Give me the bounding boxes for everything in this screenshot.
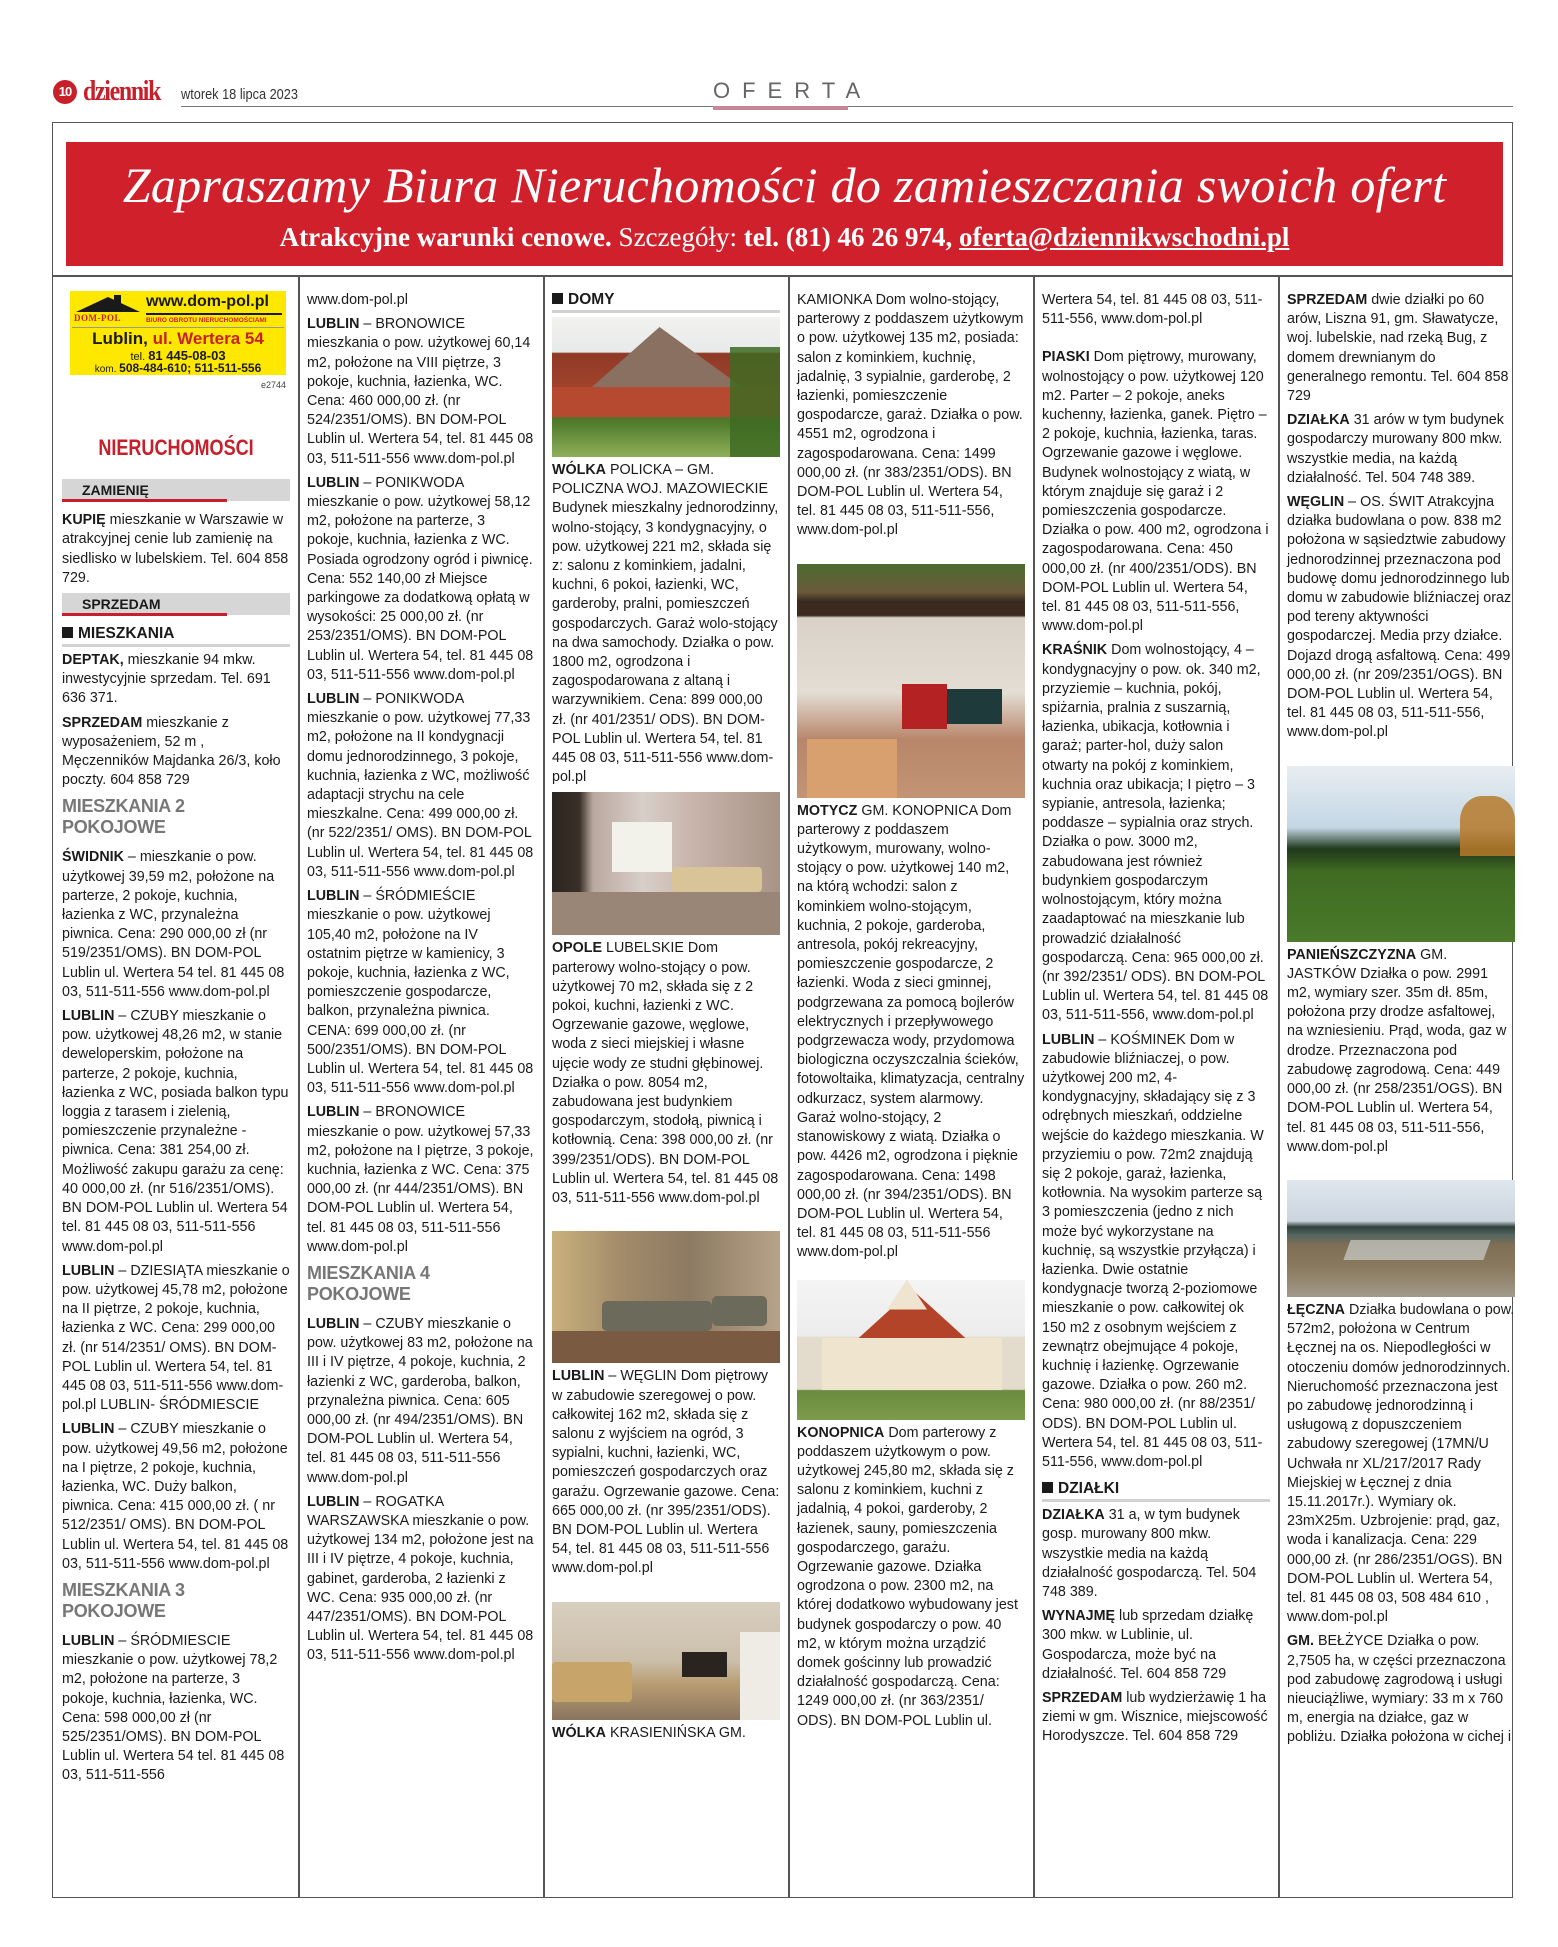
listing-lead: KUPIĘ	[62, 512, 106, 529]
listing	[307, 315, 535, 469]
listing-text: – CZUBY mieszkanie o pow. użytkowej 83 m2, położone na III i IV piętrze, 4 pokoje, kuchnia, 2 łazienki z WC, garderoba, balkon, przynależna piwnica. Cena: 605 000,00 zł. (nr 494/2351/OMS). BN DOM-POL Lublin ul. Wertera 54, tel. 81 445 08 03, 511-511-556 www.dom-pol.pl	[307, 1315, 533, 1486]
listing-text: Dom parterowy z poddaszem użytkowym o pow. użytkowej 245,80 m2, składa się z salonu z kominkiem, kuchni z jadalnią, 4 pokoi, garderoby, 2 łazienek, sauny, pomieszczenia gospodarczego, garażu. Ogrzewanie gazowe. Działka ogrodzona o pow. 2300 m2, na której dodatkowo wybudowany jest budynek gospodarczy o pow. 40 m2, w którym można urządzić domek gościnny lub prowadzić działalność gospodarczą. Cena: 1249 000,00 zł. (nr 363/2351/ ODS). BN DOM-POL Lublin ul.	[797, 1424, 1018, 1729]
listing	[1042, 1607, 1270, 1684]
listing-lead: WYNAJMĘ	[1042, 1608, 1116, 1625]
listing-lead: LUBLIN	[307, 474, 360, 491]
logo-tagline: BIURO OBROTU NIERUCHOMOŚCIAMI	[146, 317, 267, 324]
listing	[1042, 348, 1270, 636]
listing-lead: LUBLIN	[307, 316, 360, 333]
listing	[62, 1420, 290, 1574]
listing-lead: OPOLE	[552, 940, 603, 957]
listing	[797, 1424, 1025, 1731]
listing-text: – DZIESIĄTA mieszkanie o pow. użytkowej 45,78 m2, położone na II piętrze, 2 pokoje, kuchnia, łazienka z WC. Cena: 299 000,00 zł. (nr 514/2351/ OMS). BN DOM-POL Lublin ul. Wertera 54, tel. 81 445 08 03, 511-511-556 www.dom-pol.pl LUBLIN- ŚRÓDMIESCIE	[62, 1262, 290, 1414]
listing	[1287, 1632, 1515, 1747]
listing-text: lub wydzierżawię 1 ha ziemi w gm. Wisznice, miejscowość Horodyszcze. Tel. 604 858 729	[1042, 1690, 1268, 1745]
listing	[62, 714, 290, 791]
listing	[307, 1315, 535, 1488]
listing-text: – CZUBY mieszkanie o pow. użytkowej 48,26 m2, w stanie deweloperskim, położone na parterze, 2 pokoje, kuchnia, łazienka z WC, posiada balkon typu loggia z tarasem i zielenią, pomieszczenie przynależne - piwnica. Cena: 381 254,00 zł. Możliwość zakupu garażu za cenę: 40 000,00 zł. (nr 516/2351/OMS). BN DOM-POL Lublin ul. Wertera 54 tel. 81 445 08 03, 511-511-556 www.dom-pol.pl	[62, 1008, 289, 1255]
gable-shape	[887, 1280, 927, 1310]
photo-wolka-krasieninska	[552, 1602, 780, 1720]
sofa-shape	[672, 867, 762, 892]
spacer	[797, 1268, 1025, 1276]
listing-text: – ŚRÓDMIESCIE mieszkanie o pow. użytkowej 78,2 m2, położone na parterze, 3 pokoje, kuchnia, łazienka, WC. Cena: 598 000,00 zł (nr 525/2351/OMS). BN DOM-POL Lublin ul. Wertera 54 tel. 81 445 08 03, 511-511-556	[62, 1632, 285, 1784]
promo-subline	[66, 222, 1503, 253]
listing-lead: LUBLIN	[62, 1008, 115, 1025]
subhead-label: DZIAŁKI	[1058, 1480, 1120, 1498]
column-6	[1287, 291, 1515, 1753]
wall-shape	[822, 1338, 1002, 1390]
listing-text: – PONIKWODA mieszkanie o pow. użytkowej 77,33 m2, położone na II kondygnacji domu jednorodzinnego, 3 pokoje, kuchnia, łazienka z WC, możliwość adaptacji strychu na cele mieszkalne. Cena: 499 000,00 zł. (nr 522/2351/ OMS). BN DOM-POL Lublin ul. Wertera 54, tel. 81 445 08 03, 511-511-556 www.dom-pol.pl	[307, 691, 534, 880]
listing-text: – PONIKWODA mieszkanie o pow. użytkowej 58,12 m2, położone na parterze, 3 pokoje, kuchnia, łazienka z WC. Posiada ogrodzony ogród i piwnicę. Cena: 552 140,00 zł Miejsce parkingowe za dodatkową opłatą w wysokości: 25 000,00 zł. (nr 253/2351/OMS). BN DOM-POL Lublin ul. Wertera 54, tel. 81 445 08 03, 511-511-556 www.dom-pol.pl	[307, 474, 534, 683]
listing-lead: WÓLKA	[552, 462, 606, 478]
dom-pol-logo	[70, 291, 286, 375]
listing	[797, 802, 1025, 1263]
logo-line	[146, 313, 282, 315]
subhead-label: DOMY	[568, 291, 615, 308]
listing-text: – mieszkanie o pow. użytkowej 39,59 m2, położone na parterze, 2 pokoje, kuchnia, łazienka z WC, przynależna piwnica. Cena: 290 000,00 zł (nr 519/2351/OMS). BN DOM-POL Lublin ul. Wertera 54 tel. 81 445 08 03, 511-511-556 www.dom-pol.pl	[62, 849, 285, 1000]
listing-text: Dom wolnostojący, 4 – kondygnacyjny o pow. ok. 340 m2, przyziemie – kuchnia, pokój, spiżarnia, pralnia z suszarnią, łazienka, ubikacja, kotłownia i garaż; parter-hol, duży salon otwarty na pokój z kominkiem, kuchnia oraz ubikacja; I piętro – 3 sypianie, antresola, łazienka; poddasze – sypialnia oraz strych. Działka o pow. 3000 m2, zabudowana jest również budynkiem gospodarczym wolnostojącym, który można zaadaptować na mieszkanie lub prowadzić działalność gospodarczą. Cena: 965 000,00 zł. (nr 392/2351/ ODS). BN DOM-POL Lublin ul. Wertera 54, tel. 81 445 08 03, 511-511-556, www.dom-pol.pl	[1042, 642, 1269, 1024]
listing	[307, 690, 535, 882]
spacer	[797, 546, 1025, 560]
listing-text: – OS. ŚWIT Atrakcyjna działka budowlana o pow. 838 m2 położona w sąsiedztwie zabudowy jednorodzinnej przeznaczona pod budowę domu jednorodzinnego lub domu w zabudowie bliźniaczej oraz pod tereny aktywności gospodarczej. Media przy działce. Dojazd drogą asfaltową. Cena: 499 000,00 zł. (nr 209/2351/OGS). BN DOM-POL Lublin ul. Wertera 54, tel. 81 445 08 03, 511-511-556, www.dom-pol.pl	[1287, 494, 1512, 741]
listing-lead: LUBLIN	[307, 691, 360, 708]
listing	[552, 939, 780, 1208]
listing-lead: LUBLIN	[62, 1262, 115, 1279]
column-divider	[543, 276, 545, 1898]
section-name: OFERTA	[713, 78, 873, 103]
column-4	[797, 291, 1025, 1736]
floor-shape	[552, 892, 780, 935]
listing-lead: LUBLIN	[1042, 1031, 1095, 1048]
spacer	[552, 1584, 780, 1598]
listing	[552, 1367, 780, 1578]
roof-shape	[592, 327, 742, 387]
listing-text: – WĘGLIN Dom piętrowy w zabudowie szeregowej o pow. całkowitej 162 m2, składa się z salonu z wyjściem na ogród, 3 sypialni, kuchni, łazienki, WC, pomieszczeń gospodarczych oraz garażu. Ogrzewanie gazowe. Cena: 665 000,00 zł. (nr 395/2351/ODS). BN DOM-POL Lublin ul. Wertera 54, tel. 81 445 08 03, 511-511-556 www.dom-pol.pl	[552, 1368, 780, 1577]
table-shape	[807, 739, 897, 798]
page-frame	[52, 122, 1513, 1898]
logo-address	[70, 329, 286, 349]
logo-url[interactable]: www.dom-pol.pl	[146, 293, 269, 310]
spacer	[1042, 334, 1270, 348]
listing-text: mieszkanie w Warszawie w atrakcyjnej cenie lub zamienię na siedlisko w lubelskiem. Tel. 604 858 729.	[62, 512, 289, 586]
photo-leczna	[1287, 1180, 1515, 1297]
listing-text: 31 arów w tym budynek gospodarczy murowany 800 mkw. wszystkie media, na każdą działalność. Tel. 504 748 389.	[1287, 412, 1504, 486]
kom-label: kom.	[94, 364, 117, 375]
subhead-label: MIESZKANIA	[78, 625, 175, 643]
spacer	[1287, 1162, 1515, 1176]
listing-text: KAMIONKA Dom wolno-stojący, parterowy z poddaszem użytkowym o pow. użytkowej 135 m2, posiada: salon z kominkiem, kuchnię, jadalnię, 3 sypialnie, garderobę, 2 łazienki, pomieszczenie gospodarcze, garaż. Działka o pow. 4551 m2, ogrodzona i zagospodarowana. Cena: 1499 000,00 zł. (nr 383/2351/ODS). BN DOM-POL Lublin ul. Wertera 54, tel. 81 445 08 03, 511-511-556, www.dom-pol.pl	[797, 292, 1024, 539]
listing-lead: PANIEŃSZCZYZNA	[1287, 946, 1417, 963]
band-underline	[62, 613, 227, 616]
armchair-shape	[902, 684, 947, 729]
band-sprzedam	[62, 593, 290, 615]
band-label: ZAMIENIĘ	[82, 482, 149, 499]
listing-lead: LUBLIN	[307, 1315, 360, 1332]
photo-opole	[552, 792, 780, 935]
subhead-domy	[552, 291, 780, 313]
category-title: NIERUCHOMOŚCI	[98, 435, 254, 461]
listing-text: – ROGATKA WARSZAWSKA mieszkanie o pow. użytkowej 134 m2, położone jest na III i IV piętrze, 4 pokoje, kuchnia, gabinet, garderoba, 2 łazienki z WC. Cena: 935 000,00 zł. (nr 447/2351/OMS). BN DOM-POL Lublin ul. Wertera 54, tel. 81 445 08 03, 511-511-556 www.dom-pol.pl	[307, 1493, 534, 1664]
column-divider	[1278, 276, 1280, 1898]
listing-text: – BRONOWICE mieszkanie o pow. użytkowej 57,33 m2, położone na I piętrze, 3 pokoje, kuchnia, łazienka z WC. Cena: 375 000,00 zł. (nr 444/2351/OMS). BN DOM-POL Lublin ul. Wertera 54, tel. 81 445 08 03, 511-511-556 www.dom-pol.pl	[307, 1104, 534, 1255]
listing	[62, 651, 290, 709]
listing	[552, 1724, 780, 1743]
listing	[797, 291, 1025, 541]
listing	[62, 1262, 290, 1416]
tree-shape	[730, 347, 780, 457]
listing	[62, 1632, 290, 1786]
listing-lead: GM.	[1287, 1633, 1315, 1650]
photo-panienszczyzna	[1287, 766, 1515, 942]
column-1	[62, 291, 290, 1791]
issue-date: wtorek 18 lipca 2023	[181, 86, 298, 103]
square-bullet-icon	[552, 293, 563, 304]
listing-lead: DEPTAK,	[62, 652, 124, 669]
listing-lead: MOTYCZ	[797, 802, 858, 819]
sofa-shape	[947, 689, 1002, 724]
listing	[1042, 1689, 1270, 1747]
listing-text: Dom piętrowy, murowany, wolnostojący o pow. użytkowej 120 m2. Parter – 2 pokoje, aneks kuchenny, łazienka, ganek. Piętro – 2 pokoje, kuchnia, łazienka, taras. Ogrzewanie gazowe i węglowe. Budynek wolnostojący z wiatą, w którym znajduje się garaż i 2 pomieszczenia gospodarcze. Działka o pow. 400 m2, ogrodzona i zagospodarowana. Cena: 450 000,00 zł. (nr 400/2351/ODS). BN DOM-POL Lublin ul. Wertera 54, tel. 81 445 08 03, 511-511-556, www.dom-pol.pl	[1042, 349, 1269, 635]
armchair-shape	[712, 1296, 767, 1326]
listing-text: – BRONOWICE mieszkania o pow. użytkowej 60,14 m2, położone na VIII piętrze, 3 pokoje, kuchnia, łazienka, WC. Cena: 460 000,00 zł. (nr 524/2351/OMS). BN DOM-POL Lublin ul. Wertera 54, tel. 81 445 08 03, 511-511-556 www.dom-pol.pl	[307, 316, 534, 467]
column-3	[552, 291, 780, 1748]
listing-text: BEŁŻYCE Działka o pow. 2,7505 ha, w części przeznaczona pod zabudowę zagrodową i usługi nieuciążliwe, wymiary: 33 m x 760 m, energia na działce, gaz w pobliżu. Działka położona w cichej i	[1287, 1633, 1512, 1746]
column-divider	[298, 276, 300, 1898]
listing-text: 31 a, w tym budynek gosp. murowany 800 mkw. wszystkie media na każdą działalność gospodarczą. Tel. 504 748 389.	[1042, 1507, 1257, 1600]
logo-city: Lublin,	[92, 329, 148, 348]
listing	[307, 1103, 535, 1257]
listing-lead: PIASKI	[1042, 349, 1090, 366]
listing-text: LUBELSKIE Dom parterowy wolno-stojący o pow. użytkowej 70 m2, składa się z 2 pokoi, kuchni, łazienki z WC. Ogrzewanie gazowe, węglowe, woda z sieci miejskiej i własne ujęcie wody ze studni głębinowej. Działka o pow. 8054 m2, zabudowana jest budynkiem gospodarczym, stodołą, piwnicą i kotłownią. Cena: 398 000,00 zł. (nr 399/2351/ODS). BN DOM-POL Lublin ul. Wertera 54, tel. 81 445 08 03, 511-511-556 www.dom-pol.pl	[552, 940, 779, 1207]
square-bullet-icon	[1042, 1482, 1053, 1493]
tree-shape	[1460, 796, 1515, 856]
snow-patch-shape	[1343, 1240, 1490, 1260]
listing	[1287, 411, 1515, 488]
subhead-dzialki	[1042, 1480, 1270, 1502]
listing-text: GM. KONOPNICA Dom parterowy z poddaszem użytkowym, murowany, wolno-stojący o pow. użytkowej 140 m2, na którą wchodzi: salon z kominkiem wolno-stojącym, kuchnia, 2 pokoje, garderoba, antresola, pokój rekreacyjny, pomieszczenie gospodarcze, 2 łazienki. Woda z sieci gminnej, podgrzewana za pomocą bojlerów elektrycznych i przepływowego podgrzewacza wody, przydomowa biologiczna oczyszczalnia ścieków, fotowoltaika, klimatyzacja, centralny odkurzacz, system alarmowy. Garaż wolno-stojący, 2 stanowiskowy z wiatą. Działka o pow. 4426 m2, ogrodzona i pięknie zagospodarowana. Cena: 1498 000,00 zł. (nr 394/2351/ODS). BN DOM-POL Lublin ul. Wertera 54, tel. 81 445 08 03, 511-511-556 www.dom-pol.pl	[797, 802, 1025, 1261]
masthead	[53, 78, 1513, 114]
section-bar	[713, 106, 848, 110]
listing-text: mieszkanie 94 mkw. inwestycyjnie sprzedam. Tel. 691 636 371.	[62, 652, 271, 707]
photo-house-exterior	[797, 1280, 1025, 1420]
listing-lead: SPRZEDAM	[1042, 1690, 1123, 1707]
brand-logo: dziennik	[83, 76, 161, 107]
listing-lead: ŚWIDNIK	[62, 849, 124, 866]
spacer	[1287, 748, 1515, 762]
listing	[1287, 291, 1515, 406]
listing-lead: KRAŚNIK	[1042, 642, 1108, 659]
listing-continued	[1042, 291, 1270, 329]
chimney-icon	[114, 295, 121, 305]
listing-lead: DZIAŁKA	[1042, 1507, 1105, 1524]
tel-number: 81 445-08-03	[148, 348, 226, 363]
listing-lead: LUBLIN	[307, 1104, 360, 1121]
logo-name: DOM-POL	[74, 313, 121, 323]
listing	[1042, 1506, 1270, 1602]
column-divider	[788, 276, 790, 1898]
listing	[1042, 641, 1270, 1025]
listing	[307, 474, 535, 685]
fireplace-shape	[740, 1632, 780, 1720]
column-2	[307, 291, 535, 1671]
photo-kamionka	[797, 564, 1025, 798]
listing-text: dwie działki po 60 arów, Liszna 91, gm. Sławatycze, woj. lubelskie, nad rzeką Bug, z domem drewnianym do generalnego remontu. Tel. 604 858 729	[1287, 292, 1509, 405]
tel-label: tel.	[130, 351, 146, 363]
listing-lead: WÓLKA	[552, 1724, 606, 1741]
page-number: 10	[53, 80, 77, 104]
spacer	[552, 1213, 780, 1227]
listing-lead: LUBLIN	[307, 888, 360, 905]
listing-lead: LUBLIN	[62, 1632, 115, 1649]
listing	[62, 848, 290, 1002]
logo-kom	[70, 361, 286, 375]
promo-phone: tel. (81) 46 26 974,	[743, 222, 953, 252]
listing-lead: WĘGLIN	[1287, 494, 1345, 511]
listing-text: www.dom-pol.pl	[307, 292, 408, 308]
listing	[62, 1007, 290, 1257]
promo-title: Zapraszamy Biura Nieruchomości do zamieszczania swoich ofert	[122, 157, 1447, 213]
listing	[1042, 1031, 1270, 1473]
divider	[53, 275, 1512, 277]
window-shape	[612, 822, 672, 872]
subhead-mieszkania	[62, 625, 290, 647]
listing-continued	[307, 291, 535, 310]
heading-3-rooms: MIESZKANIA 3 POKOJOWE	[62, 1579, 185, 1621]
square-bullet-icon	[62, 627, 73, 638]
sofa-shape	[552, 1662, 632, 1702]
listing	[307, 887, 535, 1098]
logo-street: ul. Wertera 54	[152, 329, 264, 348]
listing	[1287, 946, 1515, 1157]
listing	[62, 511, 290, 588]
heading-4-rooms: MIESZKANIA 4 POKOJOWE	[307, 1262, 430, 1304]
listing-text: – CZUBY mieszkanie o pow. użytkowej 49,56 m2, położone na I piętrze, 2 pokoje, kuchnia, łazienka, WC. Duży balkon, piwnica. Cena: 415 000,00 zł. ( nr 512/2351/ OMS). BN DOM-POL Lublin ul. Wertera 54, tel. 81 445 08 03, 511-511-556 www.dom-pol.pl	[62, 1421, 289, 1572]
listing-text: GM. JASTKÓW Działka o pow. 2991 m2, wymiary szer. 35m dł. 85m, położona przy drodze asfaltowej, na wzniesieniu. Prąd, woda, gaz w drodze. Przeznaczona pod zabudowę zagrodową. Cena: 449 000,00 zł. (nr 258/2351/OGS). BN DOM-POL Lublin ul. Wertera 54, tel. 81 445 08 03, 511-511-556, www.dom-pol.pl	[1287, 946, 1507, 1155]
listing	[552, 461, 780, 787]
photo-weglin	[552, 1231, 780, 1363]
listing-text: KRASIENIŃSKA GM.	[606, 1724, 746, 1741]
listing-text: Wertera 54, tel. 81 445 08 03, 511-511-556, www.dom-pol.pl	[1042, 292, 1263, 328]
promo-banner	[66, 142, 1503, 266]
listing-text: Działka budowlana o pow. 572m2, położona w Centrum Łęcznej na os. Niepodległości w otoczeniu domów jednorodzinnych. Nieruchomość przeznaczona jest po zabudowę jednorodzinną i usługową z dopuszczeniem zabudowy szeregowej (17MN/U Uchwała nr XL/217/2017 Rady Miejskiej w Łęcznej z dnia 15.11.2017r.). Wymiary ok. 23mX25m. Uzbrojenie: prąd, gaz, woda i kanalizacja. Cena: 229 000,00 zł. (nr 286/2351/OGS). BN DOM-POL Lublin ul. Wertera 54, tel. 81 445 08 03, 508 484 610 , www.dom-pol.pl	[1287, 1301, 1515, 1626]
listing	[1287, 493, 1515, 743]
promo-sub-bold: Atrakcyjne warunki cenowe.	[279, 222, 612, 252]
logo-separator	[72, 327, 284, 328]
listing-lead: LUBLIN	[62, 1421, 115, 1438]
band-label: SPRZEDAM	[82, 596, 161, 613]
listing-lead: ŁĘCZNA	[1287, 1301, 1345, 1318]
listing-text: lub sprzedam działkę 300 mkw. w Lublinie, ul. Gospodarcza, może być na działalność. Tel. 604 858 729	[1042, 1608, 1254, 1682]
listing-lead: LUBLIN	[552, 1368, 605, 1385]
listing-text: – ŚRÓDMIEŚCIE mieszkanie o pow. użytkowej 105,40 m2, położone na IV ostatnim piętrze w kamienicy, 3 pokoje, kuchnia, łazienka z WC, pomieszczenie gospodarcze, balkon, przynależna piwnica. CENA: 699 000,00 zł. (nr 500/2351/OMS). BN DOM-POL Lublin ul. Wertera 54, tel. 81 445 08 03, 511-511-556 www.dom-pol.pl	[307, 888, 534, 1097]
kom-number: 508-484-610; 511-511-556	[119, 361, 262, 375]
heading-2-rooms: MIESZKANIA 2 POKOJOWE	[62, 796, 185, 838]
listing-text: – KOŚMINEK Dom w zabudowie bliźniaczej, o pow. użytkowej 200 m2, 4-kondygnacyjny, składający się z 3 odrębnych mieszkań, oddzielne wejście do każdego mieszkania. W przyziemiu o pow. 72m2 znajdują się 2 pokoje, garaż, łazienka, kotłownia. Na wysokim parterze są 3 pomieszczenia (jedno z nich może być wykorzystane na kuchnię, są wszystkie przyłącza) i łazienka. Dwie ostatnie kondygnacje tworzą 2-poziomowe mieszkanie o pow. całkowitej ok 150 m2 z osobnym wejściem z zewnątrz obejmujące 4 pokoje, kuchnię i łazienkę. Ogrzewanie gazowe. Działka o pow. 260 m2. Cena: 980 000,00 zł. (nr 88/2351/ ODS). BN DOM-POL Lublin ul. Wertera 54, tel. 81 445 08 03, 511-511-556, www.dom-pol.pl	[1042, 1031, 1264, 1470]
sofa-shape	[602, 1301, 712, 1331]
promo-sub-regular: Szczegóły:	[618, 222, 738, 252]
ad-code: e2744	[260, 380, 286, 390]
photo-wolka-policka	[552, 317, 780, 457]
listing-lead: LUBLIN	[307, 1493, 360, 1510]
listing-lead: KONOPNICA	[797, 1424, 885, 1441]
listing	[307, 1493, 535, 1666]
floor-shape	[552, 1331, 780, 1363]
listing-lead: SPRZEDAM	[1287, 292, 1368, 308]
house-roof-icon	[76, 297, 140, 312]
listing-text: POLICKA – GM. POLICZNA WOJ. MAZOWIECKIE Budynek mieszkalny jednorodzinny, wolno-stojący, 3 kondygnacyjny, o pow. użytkowej 221 m2, składa się z: salonu z kominkiem, jadalni, kuchni, 6 pokoi, łazienki, WC, garderoby, pralni, pomieszczeń gospodarczych. Garaż wolo-stojący na dwa samochody. Działka o pow. 1800 m2, ogrodzona i zagospodarowana z altaną i warzywnikiem. Cena: 899 000,00 zł. (nr 401/2351/ ODS). BN DOM-POL Lublin ul. Wertera 54, tel. 81 445 08 03, 511-511-556 www.dom-pol.pl	[552, 462, 779, 786]
promo-email-link[interactable]: oferta@dziennikwschodni.pl	[958, 222, 1290, 252]
tv-shape	[682, 1652, 727, 1677]
listing-lead: SPRZEDAM	[62, 714, 143, 731]
listing-text: mieszkanie z wyposażeniem, 52 m , Męczenników Majdanka 26/3, koło poczty. 604 858 729	[62, 714, 281, 789]
band-zamienie	[62, 479, 290, 501]
column-5	[1042, 291, 1270, 1752]
column-divider	[1033, 276, 1035, 1898]
listing	[1287, 1301, 1515, 1627]
band-underline	[62, 499, 227, 502]
listing-lead: DZIAŁKA	[1287, 412, 1350, 429]
